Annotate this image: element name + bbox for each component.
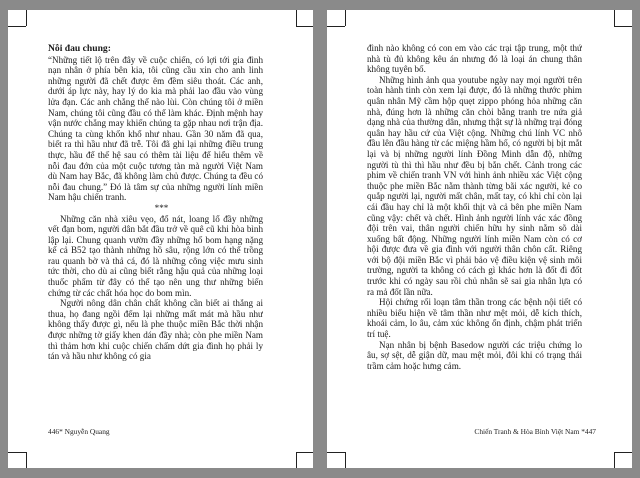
left-page-text — [48, 44, 263, 419]
right-page — [327, 10, 632, 468]
crop-mark — [26, 452, 27, 468]
section-separator: *** — [154, 202, 169, 213]
crop-mark — [614, 26, 632, 27]
right-page-text — [367, 43, 582, 418]
paragraph: Những hình ảnh qua youtube ngày nay mọi người trên toàn hành tinh còn xem lại được, đó là những thước phim quân nhân Mỹ cầm hộp quẹt zippo phóng hỏa những căn nhà, đúng hơn là những căn chòi bằng tranh tre nứa giả dạng nhà của thường dân, nhưng thật sự là những trại đóng quân hay hầu cứ của Việt cộng. Những chú lính VC nhô đầu lên đầu hàng từ các miệng hầm hố, có người bị bịt mắt lại và bị những người lính Đồng Minh dẫn độ, những người tù thì thì hầu như đều bị bắn chết. Cảnh trong các phim về chiến tranh VN với hình ảnh nhiều xác Việt cộng thuộc phe miền Bắc nằm thành từng bãi xác người, kẻ co quắp người lại, người mất chân, mất tay, có khi chỉ còn lại cái đầu hay chỉ là một khối thịt và cả bên phe miền Nam cũng vậy: chết và chết. Hình ảnh người lính vác xác đồng đội trên vai, thân người chiến hữu hy sinh nằm sõ dài xuống bất động. Những người lính miền Nam còn có cơ hội được đưa về gia đình với người thân chôn cất. Riêng với bộ đội miền Bắc vì phải bảo vệ điều kiện vệ sinh môi trường, người ta không có cách gì khác hơn là đốt đi đốt trước khi có ngày sau rồi chủ nhân sẽ sai gia nhân lựa có ra mả đốt lần nữa. — [367, 74, 582, 297]
crop-mark — [26, 10, 27, 26]
paragraph: Hội chứng rối loạn tâm thần trong các bệnh nội tiết có nhiều biểu hiện về tâm thần như mệt mỏi, dễ kích thích, khoái cảm, lo âu, cảm xúc không ổn định, chậm phát triển trí tuệ. — [367, 297, 582, 340]
right-page-footer: Chiến Tranh & Hòa Bình Việt Nam *447 — [474, 427, 596, 436]
crop-mark — [614, 10, 615, 26]
paragraph: Những căn nhà xiêu vẹo, đổ nát, loang lổ đầy những vết đạn bom, người dân bắt đầu trở về quê cũ khi hòa bình lập lại. Chung quanh vườn đầy những hố bom hạng nặng kể cả B52 tạo thành những hồ sâu, rộng lớn có thể trồng rau quanh bờ và thả cá, đó là những công việc mưu sinh tức thời, cho dù ai cũng biết rằng hậu quả của những loại thuốc phẩm từ đây có thể tạo nên ung thư những biến chứng từ các chất hóa học do bom mìn. — [48, 213, 263, 298]
paragraph: “Những tiết lộ trên đây về cuộc chiến, có lợi tới gia đình nạn nhân ở phía bên kia, tôi cũng cầu xin cho anh linh những người đã chết được êm đềm siêu thoát. Các anh, dưới áp lực này, hay lý do kia mà phải lao đầu vào vùng lửa đạn. Các anh chẳng thể nào lùi. Còn chúng tôi ở miền Nam, chúng tôi cũng đầu có thể làm khác. Định mệnh hay vận nước chẳng may khiến chúng ta gặp nhau nơi trận địa. Chúng ta cùng khốn khổ như nhau. Gần 30 năm đã qua, biết ra thì hầu như đã trễ. Tôi đã ghi lại những điều trung thực, hầu để thế hệ sau có thêm tài liệu để hiểu thêm về nỗi đau đớn của một cuộc tương tàn mà người Việt Nam dù Nam hay Bắc, đã không làm chủ được. Chúng ta đều có nỗi đau chung.” Đó là tâm sự của những người lính miền Nam hậu chiến tranh. — [48, 54, 263, 203]
crop-mark — [614, 452, 615, 468]
crop-mark — [327, 452, 345, 453]
left-page-footer: 446* Nguyễn Quang — [48, 427, 110, 436]
crop-mark — [296, 10, 297, 26]
crop-mark — [8, 452, 26, 453]
section-heading: Nỗi đau chung: — [48, 44, 111, 54]
crop-mark — [345, 10, 346, 26]
crop-mark — [614, 452, 632, 453]
crop-mark — [327, 26, 345, 27]
crop-mark — [8, 26, 26, 27]
paragraph: Người nông dân chân chất không cần biết ai thắng ai thua, họ đang ngồi đếm lại những mất mát mà hầu như không thấy được gì, nếu là phe thuộc miền Bắc thời nhận được những tờ giấy khen dán đầy nhà; còn phe miền Nam thì thảm hơn khi cuộc chiến chấm dứt gia đình họ phải ly tán và hầu như không có gia — [48, 298, 263, 362]
paragraph: đình nào không có con em vào các trại tập trung, một thứ nhà tù đủ không kêu án nhưng đó là loại án chung thân không tuyên bố. — [367, 43, 582, 75]
crop-mark — [345, 452, 346, 468]
crop-mark — [296, 452, 313, 453]
left-page — [8, 10, 313, 468]
crop-mark — [296, 26, 313, 27]
paragraph: Nạn nhân bị bệnh Basedow người các triệu chứng lo âu, sợ sệt, dễ giận dữ, mau mệt mỏi, đôi khi có trạng thái trầm cảm hoặc hưng cảm. — [367, 339, 582, 371]
crop-mark — [296, 452, 297, 468]
